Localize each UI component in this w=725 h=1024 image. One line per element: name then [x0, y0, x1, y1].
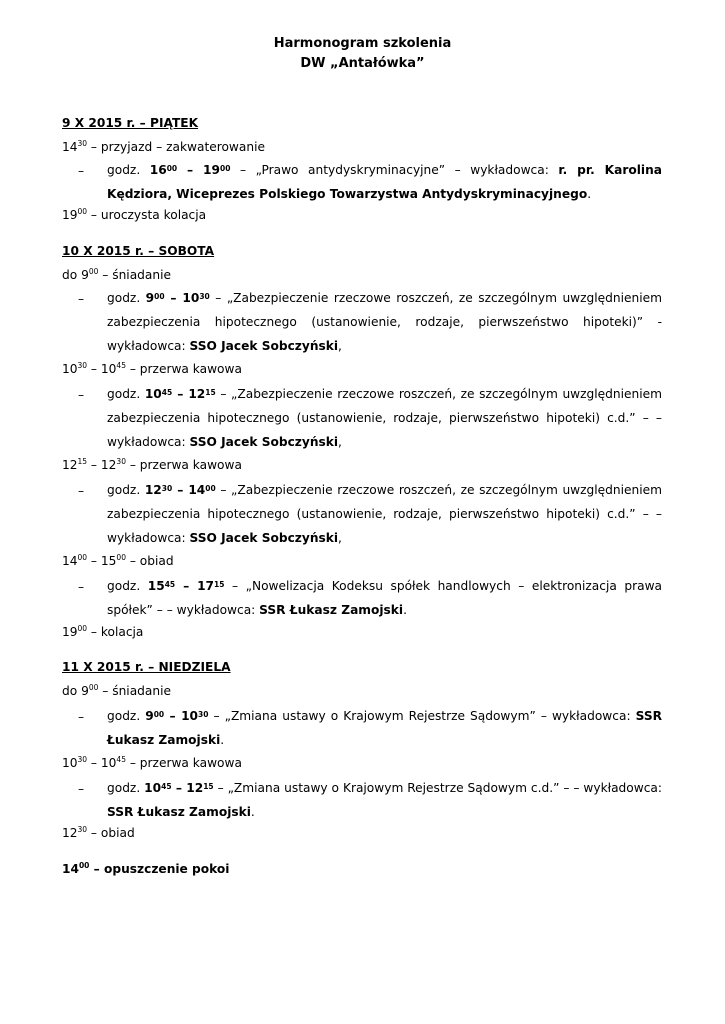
schedule-entry: do $9^{00}$ – śniadanie — [62, 683, 171, 698]
list-bullet: – — [78, 164, 85, 178]
schedule-entry: $14^{00} - 15^{00}$ – obiad — [62, 553, 174, 568]
lecture-entry: godz. $9^{00} - 10^{30}$ – „Zabezpieczenie rzeczowe roszczeń, ze szczególnym uwzględnieniem zabezpieczenia hipotecznego (ustanowienie, rodzaje, pierwszeństwo hipoteki)” - wykładowca: SSO Jacek Sobczyński, — [107, 291, 662, 353]
lecture-entry: godz. $10^{45} - 12^{15}$ – „Zabezpieczenie rzeczowe roszczeń, ze szczególnym uwzględnieniem zabezpieczenia hipotecznego (ustanowienie, rodzaje, pierwszeństwo hipoteki) c.d.” – – wykładowca: SSO Jacek Sobczyński, — [107, 387, 662, 449]
schedule-entry: $19^{00}$ – kolacja — [62, 624, 144, 639]
schedule-entry: $10^{30} - 10^{45}$ – przerwa kawowa — [62, 361, 242, 376]
schedule-entry: $10^{30} - 10^{45}$ – przerwa kawowa — [62, 755, 242, 770]
day-heading: 11 X 2015 r. – NIEDZIELA — [62, 660, 231, 674]
schedule-entry: $12^{30}$ – obiad — [62, 825, 135, 840]
lecture-entry: godz. $12^{30} - 14^{00}$ – „Zabezpieczenie rzeczowe roszczeń, ze szczególnym uwzględnieniem zabezpieczenia hipotecznego (ustanowienie, rodzaje, pierwszeństwo hipoteki) c.d.” – – wykładowca: SSO Jacek Sobczyński, — [107, 483, 662, 545]
list-bullet: – — [78, 388, 85, 402]
day-heading: 9 X 2015 r. – PIĄTEK — [62, 116, 199, 130]
list-bullet: – — [78, 292, 85, 306]
lecture-entry: godz. $9^{00} - 10^{30}$ – „Zmiana ustawy o Krajowym Rejestrze Sądowym” – wykładowca: SSR Łukasz Zamojski. — [107, 709, 662, 747]
list-bullet: – — [78, 484, 85, 498]
schedule-entry: $14^{30}$ – przyjazd – zakwaterowanie — [62, 139, 265, 154]
lecture-entry: godz. $15^{45} - 17^{15}$ – „Nowelizacja Kodeksu spółek handlowych – elektronizacja prawa spółek” – – wykładowca: SSR Łukasz Zamojski. — [107, 579, 662, 617]
lecture-entry: godz. $10^{45} - 12^{15}$ – „Zmiana ustawy o Krajowym Rejestrze Sądowym c.d.” – – wykładowca: SSR Łukasz Zamojski. — [107, 781, 662, 819]
list-bullet: – — [78, 710, 85, 724]
lecture-entry: godz. $16^{00} - 19^{00}$ – „Prawo antydyskryminacyjne” – wykładowca: r. pr. Karolina Kędziora, Wiceprezes Polskiego Towarzystwa Antydyskryminacyjnego. — [107, 163, 662, 201]
document-subtitle: DW „Antałówka” — [300, 56, 425, 71]
list-bullet: – — [78, 580, 85, 594]
list-bullet: – — [78, 782, 85, 796]
schedule-entry: $12^{15} - 12^{30}$ – przerwa kawowa — [62, 457, 242, 472]
schedule-entry: $19^{00}$ – uroczysta kolacja — [62, 207, 207, 222]
day-heading: 10 X 2015 r. – SOBOTA — [62, 244, 215, 258]
document-title: Harmonogram szkolenia — [273, 36, 452, 51]
schedule-entry: do $9^{00}$ – śniadanie — [62, 267, 171, 282]
checkout-note: $14^{00}$ – opuszczenie pokoi — [62, 861, 230, 876]
